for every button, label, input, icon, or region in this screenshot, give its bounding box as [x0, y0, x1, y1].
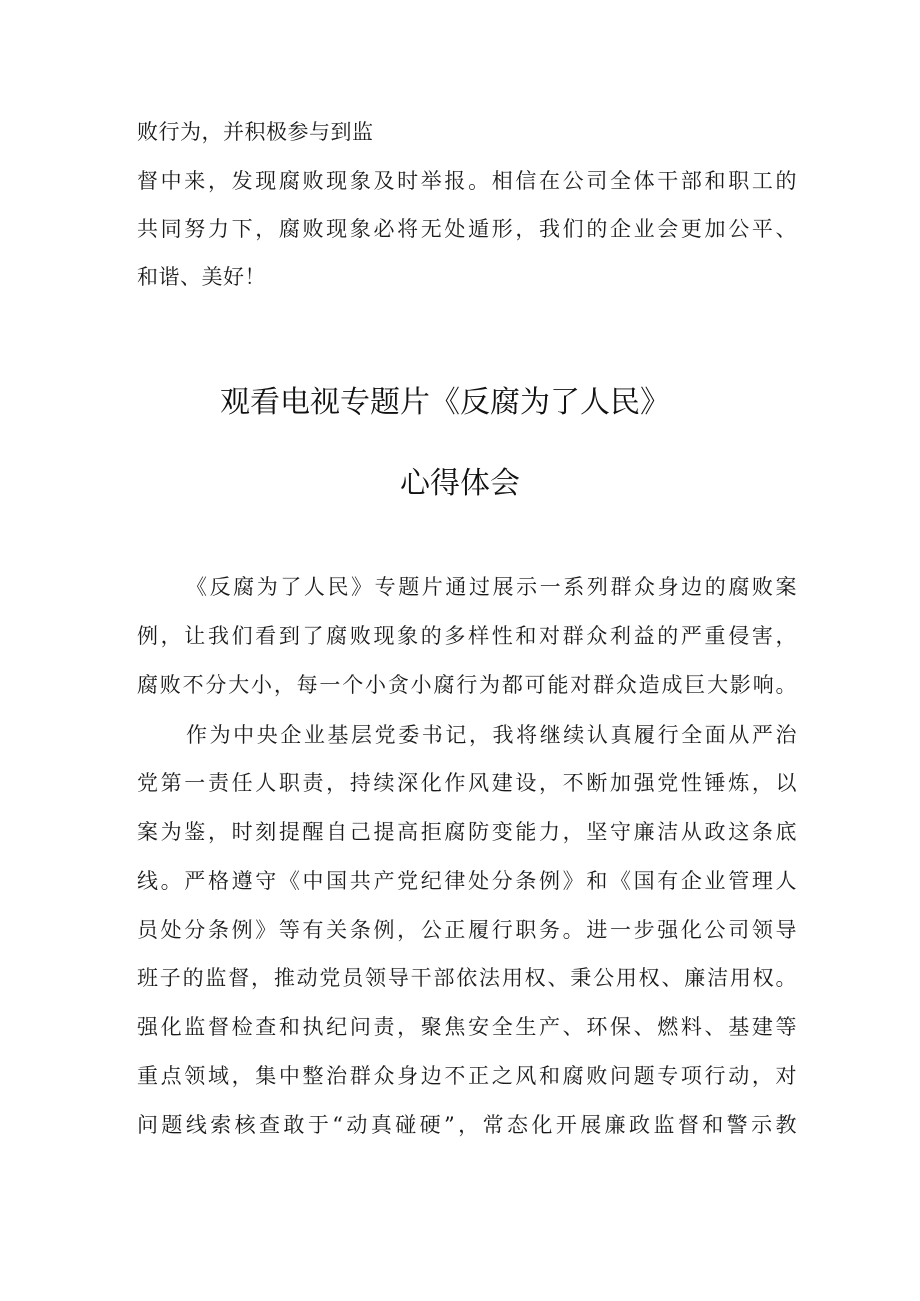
text-line: 问题线索核查敢于“动真碰硬”，常态化开展廉政监督和警示教: [137, 1113, 797, 1137]
text-line: 腐败不分大小，每一个小贪小腐行为都可能对群众造成巨大影响。: [137, 673, 797, 697]
text-line: 败行为，并积极参与到监: [137, 120, 374, 144]
text-line: 班子的监督，推动党员领导干部依法用权、秉公用权、廉洁用权。: [137, 966, 797, 990]
text-line: 共同努力下，腐败现象必将无处遁形，我们的企业会更加公平、: [137, 217, 797, 241]
text-line: 《反腐为了人民》专题片通过展示一系列群众身边的腐败案: [186, 575, 797, 599]
text-line: 和谐、美好！: [137, 265, 266, 289]
text-line: 强化监督检查和执纪问责，聚焦安全生产、环保、燃料、基建等: [137, 1015, 797, 1039]
text-line: 党第一责任人职责，持续深化作风建设，不断加强党性锤炼，以: [137, 771, 797, 795]
text-line: 线。严格遵守《中国共产党纪律处分条例》和《国有企业管理人: [137, 869, 797, 893]
text-line: 员处分条例》等有关条例，公正履行职务。进一步强化公司领导: [137, 918, 797, 942]
text-line: 例，让我们看到了腐败现象的多样性和对群众利益的严重侵害，: [137, 624, 797, 648]
page-title: 观看电视专题片《反腐为了人民》: [220, 385, 670, 420]
text-line: 作为中央企业基层党委书记，我将继续认真履行全面从严治: [186, 723, 797, 747]
text-line: 重点领域，集中整治群众身边不正之风和腐败问题专项行动，对: [137, 1064, 797, 1088]
page-subtitle: 心得体会: [400, 466, 520, 501]
text-line: 案为鉴，时刻提醒自己提高拒腐防变能力，坚守廉洁从政这条底: [137, 820, 797, 844]
text-line: 督中来，发现腐败现象及时举报。相信在公司全体干部和职工的: [137, 169, 797, 193]
